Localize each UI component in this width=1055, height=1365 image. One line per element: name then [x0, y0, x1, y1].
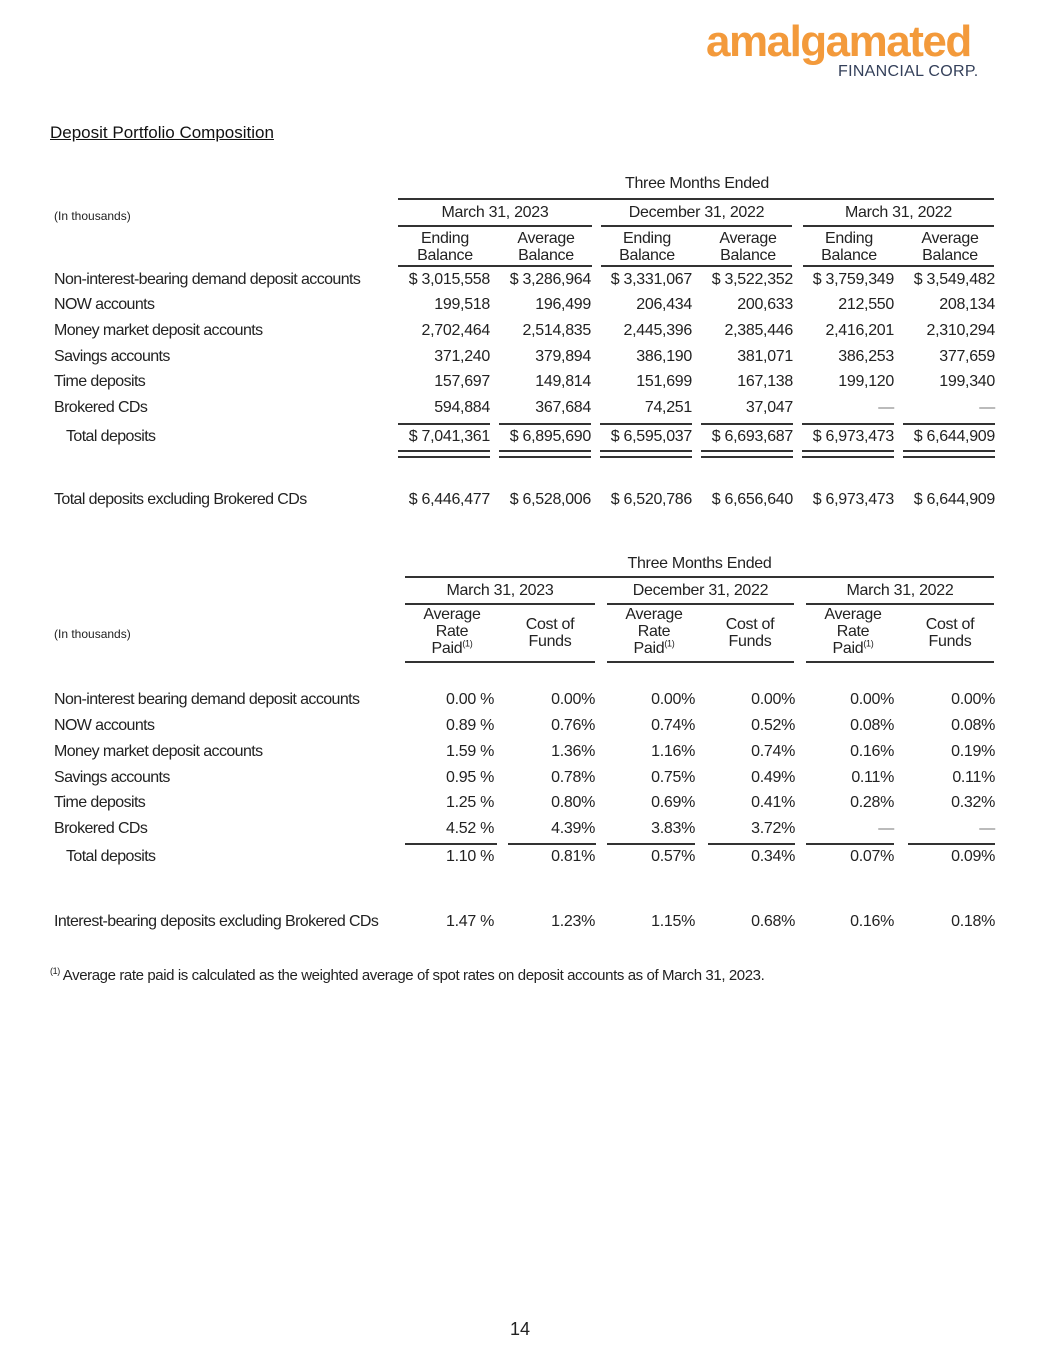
- column-header-line: [609, 606, 699, 623]
- table-cell: 0.00%: [551, 691, 595, 708]
- table-cell: 381,071: [737, 348, 793, 365]
- row-label: Time deposits: [54, 373, 146, 390]
- column-header-line: [505, 633, 595, 650]
- total-rule: [903, 423, 995, 425]
- table-cell: 0.09%: [951, 848, 995, 865]
- footnote-ref: (1): [863, 638, 874, 649]
- table-cell: $ 6,644,909: [913, 428, 995, 445]
- footnote-marker: (1): [50, 966, 60, 976]
- column-header-text: Average: [719, 230, 777, 247]
- table-cell: 0.80%: [551, 794, 595, 811]
- table-cell: $ 3,759,349: [812, 271, 894, 288]
- table-cell: 2,385,446: [724, 322, 793, 339]
- column-header-text: Balance: [619, 247, 675, 264]
- table-cell: $ 6,446,477: [408, 491, 490, 508]
- divider: [398, 198, 994, 200]
- table-cell: 0.07%: [850, 848, 894, 865]
- table-cell: 386,253: [838, 348, 894, 365]
- period-header: March 31, 2023: [446, 582, 554, 599]
- table-cell: 1.10 %: [445, 848, 494, 865]
- table-cell: 0.16%: [850, 913, 894, 930]
- table-cell: 0.18%: [951, 913, 995, 930]
- table-cell: 371,240: [434, 348, 490, 365]
- column-header-text: Paid: [633, 640, 665, 657]
- table-cell: 149,814: [535, 373, 591, 390]
- table-cell: $ 6,520,786: [610, 491, 692, 508]
- column-header-line: [609, 623, 699, 640]
- table-cell: 196,499: [535, 296, 591, 313]
- table-cell: 1.36%: [551, 743, 595, 760]
- table-cell: 167,138: [737, 373, 793, 390]
- table-cell: 1.25 %: [445, 794, 494, 811]
- table-cell: 1.59 %: [445, 743, 494, 760]
- table1-group-header: Three Months Ended: [624, 175, 770, 192]
- period-header: March 31, 2022: [845, 204, 952, 221]
- total-rule: [806, 843, 894, 845]
- table-cell: $ 3,549,482: [913, 271, 995, 288]
- row-label: Interest-bearing deposits excluding Brokered CDs: [54, 913, 379, 930]
- table-cell: 208,134: [939, 296, 995, 313]
- page-number: 14: [510, 1319, 531, 1339]
- divider: [398, 225, 592, 227]
- column-header-line: [501, 230, 591, 247]
- table-cell: $ 6,973,473: [812, 428, 894, 445]
- column-header-text: Average: [517, 230, 575, 247]
- row-label: Money market deposit accounts: [54, 322, 263, 339]
- divider: [405, 603, 595, 605]
- table-cell: $ 6,895,690: [509, 428, 591, 445]
- table-cell: 199,518: [434, 296, 490, 313]
- double-rule: [600, 450, 692, 458]
- column-header: [804, 230, 894, 264]
- column-header: [505, 616, 595, 650]
- table-cell: 2,702,464: [421, 322, 490, 339]
- table-cell: 0.89 %: [445, 717, 494, 734]
- divider: [806, 603, 994, 605]
- total-rule: [405, 843, 497, 845]
- period-header: March 31, 2022: [846, 582, 954, 599]
- table-cell: 0.69%: [651, 794, 695, 811]
- divider: [398, 265, 592, 267]
- column-header: [703, 230, 793, 264]
- footnote: [50, 967, 764, 985]
- column-header-text: Cost of: [525, 616, 575, 633]
- column-header-text: Balance: [821, 247, 877, 264]
- table-cell: $ 6,693,687: [711, 428, 793, 445]
- table-cell: 3.72%: [751, 820, 795, 837]
- table-cell: 4.39%: [551, 820, 595, 837]
- column-header-line: [705, 616, 795, 633]
- total-rule: [508, 843, 596, 845]
- table-cell: 74,251: [644, 399, 692, 416]
- table2-group-header: Three Months Ended: [627, 555, 772, 572]
- column-header-text: Ending: [824, 230, 874, 247]
- table-cell: 0.11%: [952, 769, 995, 786]
- table1-units: (In thousands): [54, 209, 131, 223]
- table-cell: 0.16%: [850, 743, 894, 760]
- table-cell: $ 6,973,473: [812, 491, 894, 508]
- table-cell: 0.00%: [850, 691, 894, 708]
- row-label: Brokered CDs: [54, 820, 148, 837]
- table-cell: 379,894: [535, 348, 591, 365]
- column-header: [501, 230, 591, 264]
- table-cell: —: [878, 820, 894, 837]
- column-header-text: Paid: [832, 640, 864, 657]
- row-label: NOW accounts: [54, 717, 155, 734]
- column-header-text: Cost of: [725, 616, 775, 633]
- table-cell: —: [878, 399, 894, 416]
- column-header-line: [808, 640, 898, 657]
- company-logo: amalgamated: [706, 17, 971, 66]
- table-cell: 0.00%: [951, 691, 995, 708]
- row-label: Non-interest bearing demand deposit accounts: [54, 691, 360, 708]
- footnote-ref: (1): [462, 638, 473, 649]
- column-header-line: [407, 606, 497, 623]
- table-cell: 0.76%: [551, 717, 595, 734]
- total-rule: [908, 843, 995, 845]
- period-header: December 31, 2022: [628, 204, 765, 221]
- table-cell: 594,884: [434, 399, 490, 416]
- column-header-line: [400, 247, 490, 264]
- column-header-line: [400, 230, 490, 247]
- table-cell: 200,633: [737, 296, 793, 313]
- column-header-text: Rate: [435, 623, 469, 640]
- table-cell: 4.52 %: [445, 820, 494, 837]
- column-header: [705, 616, 795, 650]
- total-rule: [398, 423, 490, 425]
- column-header-text: Average: [921, 230, 979, 247]
- total-rule: [701, 423, 793, 425]
- table-cell: $ 3,331,067: [610, 271, 692, 288]
- period-header: December 31, 2022: [632, 582, 769, 599]
- table-cell: 199,340: [939, 373, 995, 390]
- column-header-text: Balance: [518, 247, 574, 264]
- table-cell: 367,684: [535, 399, 591, 416]
- table-cell: 386,190: [636, 348, 692, 365]
- row-label: Non-interest-bearing demand deposit accounts: [54, 271, 361, 288]
- column-header-text: Average: [824, 606, 882, 623]
- divider: [405, 576, 994, 578]
- column-header-line: [808, 623, 898, 640]
- total-rule: [802, 423, 894, 425]
- column-header-line: [703, 247, 793, 264]
- column-header-line: [804, 230, 894, 247]
- company-logo-subtitle: FINANCIAL CORP.: [838, 63, 979, 80]
- double-rule: [701, 450, 793, 458]
- table-cell: 0.74%: [651, 717, 695, 734]
- double-rule: [802, 450, 894, 458]
- table-cell: $ 6,656,640: [711, 491, 793, 508]
- table-cell: 2,514,835: [522, 322, 591, 339]
- column-header: [808, 606, 898, 657]
- column-header-line: [602, 247, 692, 264]
- table-cell: 157,697: [434, 373, 490, 390]
- table-cell: 0.81%: [551, 848, 595, 865]
- column-header-text: Ending: [622, 230, 672, 247]
- column-header-line: [905, 247, 995, 264]
- column-header: [602, 230, 692, 264]
- table-cell: $ 6,644,909: [913, 491, 995, 508]
- column-header-line: [905, 616, 995, 633]
- column-header: [905, 616, 995, 650]
- table-cell: 206,434: [636, 296, 692, 313]
- column-header-line: [407, 623, 497, 640]
- table-cell: 37,047: [745, 399, 793, 416]
- row-label: Brokered CDs: [54, 399, 148, 416]
- table-cell: 0.11%: [851, 769, 894, 786]
- double-rule: [398, 450, 490, 458]
- table-cell: 2,445,396: [623, 322, 692, 339]
- total-rule: [708, 843, 795, 845]
- table-cell: 377,659: [939, 348, 995, 365]
- table-cell: 0.28%: [850, 794, 894, 811]
- row-label: Total deposits: [66, 428, 156, 445]
- column-header-line: [505, 616, 595, 633]
- row-label: Money market deposit accounts: [54, 743, 263, 760]
- table-cell: 0.00%: [651, 691, 695, 708]
- table-cell: 0.68%: [751, 913, 795, 930]
- page-title: Deposit Portfolio Composition: [50, 123, 274, 142]
- column-header-line: [609, 640, 699, 657]
- footnote-ref: (1): [664, 638, 675, 649]
- table-cell: 0.75%: [651, 769, 695, 786]
- column-header-line: [705, 633, 795, 650]
- table-cell: 0.78%: [551, 769, 595, 786]
- table-cell: 0.74%: [751, 743, 795, 760]
- table-cell: 1.47 %: [445, 913, 494, 930]
- divider: [803, 265, 994, 267]
- column-header: [407, 606, 497, 657]
- table-cell: 2,416,201: [825, 322, 894, 339]
- table-cell: 1.16%: [651, 743, 695, 760]
- table-cell: 199,120: [838, 373, 894, 390]
- column-header-line: [804, 247, 894, 264]
- double-rule: [903, 450, 995, 458]
- row-label: Total deposits: [66, 848, 156, 865]
- column-header-text: Ending: [420, 230, 470, 247]
- column-header-text: Cost of: [925, 616, 975, 633]
- column-header-line: [905, 633, 995, 650]
- row-label: Savings accounts: [54, 769, 170, 786]
- table-cell: 0.95 %: [445, 769, 494, 786]
- table-cell: 3.83%: [651, 820, 695, 837]
- divider: [405, 661, 595, 663]
- total-rule: [607, 843, 695, 845]
- table-cell: $ 6,528,006: [509, 491, 591, 508]
- table-cell: $ 3,015,558: [408, 271, 490, 288]
- column-header-line: [602, 230, 692, 247]
- column-header: [609, 606, 699, 657]
- period-header: March 31, 2023: [441, 204, 549, 221]
- divider: [601, 265, 792, 267]
- column-header-text: Average: [625, 606, 683, 623]
- total-rule: [499, 423, 591, 425]
- footnote-text: Average rate paid is calculated as the weighted average of spot rates on deposit accounts as of March 31, 2023.: [62, 967, 765, 984]
- column-header-text: Funds: [728, 633, 772, 650]
- table-cell: —: [979, 399, 995, 416]
- table-cell: 0.00 %: [445, 691, 494, 708]
- table2-units: (In thousands): [54, 627, 131, 641]
- column-header-line: [407, 640, 497, 657]
- double-rule: [499, 450, 591, 458]
- row-label: Savings accounts: [54, 348, 170, 365]
- table-cell: 0.41%: [751, 794, 795, 811]
- column-header-line: [808, 606, 898, 623]
- row-label: Time deposits: [54, 794, 146, 811]
- table-cell: —: [979, 820, 995, 837]
- divider: [607, 603, 794, 605]
- row-label: NOW accounts: [54, 296, 155, 313]
- column-header-text: Rate: [637, 623, 671, 640]
- divider: [607, 661, 794, 663]
- table-cell: 151,699: [636, 373, 692, 390]
- column-header-text: Paid: [431, 640, 463, 657]
- total-rule: [600, 423, 692, 425]
- table-cell: 0.32%: [951, 794, 995, 811]
- column-header-text: Average: [423, 606, 481, 623]
- table-cell: 0.34%: [751, 848, 795, 865]
- table-cell: $ 6,595,037: [610, 428, 692, 445]
- row-label: Total deposits excluding Brokered CDs: [54, 491, 307, 508]
- column-header-line: [501, 247, 591, 264]
- column-header-text: Balance: [720, 247, 776, 264]
- table-cell: 2,310,294: [926, 322, 995, 339]
- table-cell: 0.49%: [751, 769, 795, 786]
- column-header-text: Balance: [417, 247, 473, 264]
- table-cell: $ 7,041,361: [408, 428, 490, 445]
- column-header-text: Funds: [928, 633, 972, 650]
- table-cell: $ 3,286,964: [509, 271, 591, 288]
- table-cell: 0.00%: [751, 691, 795, 708]
- column-header-text: Funds: [528, 633, 572, 650]
- divider: [601, 225, 792, 227]
- table-cell: 0.08%: [951, 717, 995, 734]
- column-header-line: [703, 230, 793, 247]
- table-cell: 0.08%: [850, 717, 894, 734]
- column-header: [400, 230, 490, 264]
- table-cell: 212,550: [838, 296, 894, 313]
- table-cell: 1.23%: [551, 913, 595, 930]
- table-cell: 0.57%: [651, 848, 695, 865]
- table-cell: 1.15%: [651, 913, 695, 930]
- column-header-text: Balance: [922, 247, 978, 264]
- divider: [803, 225, 994, 227]
- column-header-line: [905, 230, 995, 247]
- table-cell: 0.52%: [751, 717, 795, 734]
- table-cell: $ 3,522,352: [711, 271, 793, 288]
- column-header-text: Rate: [836, 623, 870, 640]
- divider: [806, 661, 994, 663]
- column-header: [905, 230, 995, 264]
- table-cell: 0.19%: [951, 743, 995, 760]
